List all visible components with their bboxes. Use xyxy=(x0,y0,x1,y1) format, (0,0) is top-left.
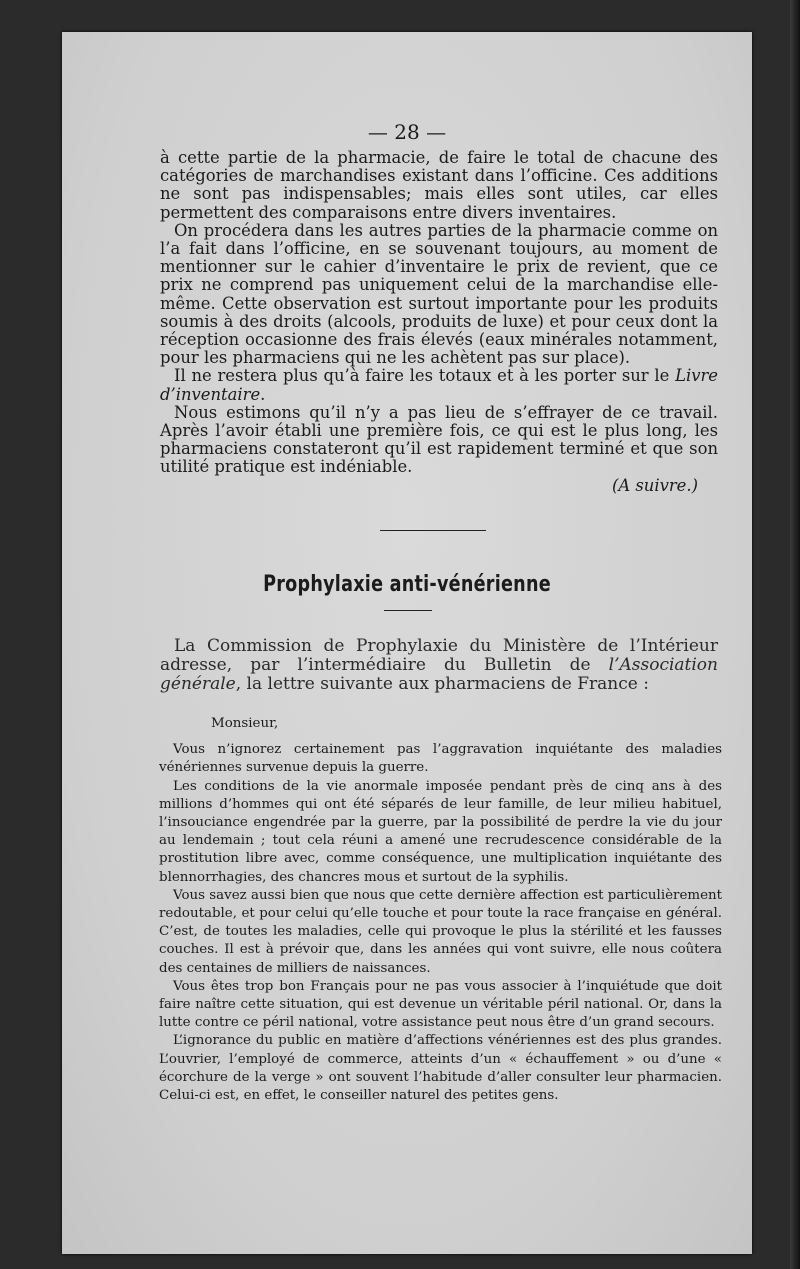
letter-salutation: Monsieur, xyxy=(211,716,279,731)
intro-paragraph xyxy=(160,637,718,694)
section-title-underline xyxy=(384,610,432,611)
page-number: — 28 — xyxy=(367,120,447,144)
intro-text-after: , la lettre suivante aux pharmaciens de France : xyxy=(235,674,649,694)
document-page xyxy=(62,32,752,1254)
continued-article xyxy=(160,149,718,495)
section-title: Prophylaxie anti-vénérienne xyxy=(263,572,551,597)
paragraph-conclusion: Nous estimons qu’il n’y a pas lieu de s’effrayer de ce travail. Après l’avoir établi une première fois, ce qui est le plus long, les pharmaciens constateront qu’il est rapidement terminé et que son utilité pratique est indéniable. xyxy=(160,402,718,477)
intro-text-before: La Commission de Prophylaxie du Ministère de l’Intérieur adresse, par l’intermédiaire du Bulletin de xyxy=(160,636,718,675)
livre-text-italic: Livre d’inventaire xyxy=(160,366,718,404)
letter-paragraph: Vous êtes trop bon Français pour ne pas vous associer à l’inquiétude que doit faire naître cette situation, qui est devenue un véritable péril national. Or, dans la lutte contre ce péril national, votre assistance peut nous être d’un grand secours. xyxy=(159,978,722,1031)
paragraph-livre-inventaire xyxy=(160,367,718,403)
letter xyxy=(159,715,722,1105)
letter-paragraph: Les conditions de la vie anormale imposée pendant près de cinq ans à des millions d’hommes qui ont été séparés de leur famille, de leur milieu habituel, l’insouciance engendrée par la guerre, par la possibilité de perdre la vie du jour au lendemain ; tout cela réuni a amené une recrudescence considérable de la prostitution libre avec, comme conséquence, une multiplication inquiétante des blennorrhagies, des chancres mous et surtout de la syphilis. xyxy=(159,778,722,885)
paragraph-totals: à cette partie de la pharmacie, de faire le total de chacune des catégories de marchandises existant dans l’officine. Ces additions ne sont pas indispensables; mais elles sont utiles, car elles permettent des comparaisons entre divers inventaires. xyxy=(160,148,718,222)
letter-paragraph: Vous n’ignorez certainement pas l’aggravation inquiétante des maladies vénériennes survenue depuis la guerre. xyxy=(159,742,722,776)
letter-paragraph: L’ignorance du public en matière d’affections vénériennes est des plus grandes. L’ouvrier, l’employé de commerce, atteints d’un « échauffement » ou d’une « écorchure de la verge » ont souvent l’habitude d’aller consulter leur pharmacien. Celui-ci est, en effet, le conseiller naturel des petites gens. xyxy=(159,1033,722,1104)
livre-text-before: Il ne restera plus qu’à faire les totaux et à les porter sur le xyxy=(174,366,676,386)
paragraph-other-parts: On procédera dans les autres parties de la pharmacie comme on l’a fait dans l’officine, en se souvenant toujours, au moment de mentionner sur le cahier d’inventaire le prix de revient, que ce prix ne comprend pas uniquement celui de la marchandise elle-même. Cette observation est surtout importante pour les produits soumis à des droits (alcools, produits de luxe) et pour ceux dont la réception occasionne des frais élevés (eaux minérales notamment, pour les pharmaciens qui ne les achètent pas sur place). xyxy=(160,220,718,368)
a-suivre-note: (A suivre.) xyxy=(611,475,698,495)
page-edge-shadow xyxy=(790,0,800,1269)
intro-text-italic: l’Association générale xyxy=(160,655,718,694)
intro-text xyxy=(160,637,718,694)
letter-paragraph: Vous savez aussi bien que nous que cette dernière affection est particulièrement redoutable, et pour celui qu’elle touche et pour toute la race française en général. C’est, de toutes les maladies, celle qui provoque le plus la stérilité et les fausses couches. Il est à prévoir que, dans les années qui vont suivre, elle nous coûtera des centaines de milliers de naissances. xyxy=(159,887,722,976)
livre-text-after: . xyxy=(260,384,266,404)
section-divider xyxy=(380,530,486,531)
